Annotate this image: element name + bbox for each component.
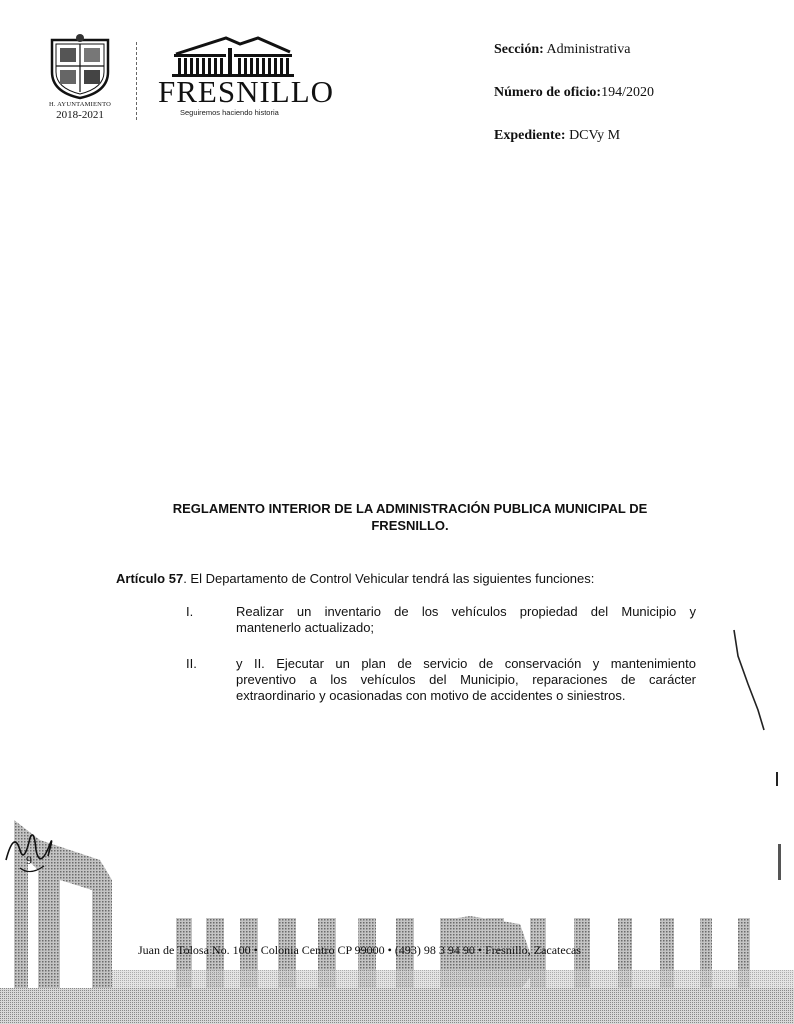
expediente-row [494,126,784,169]
list-item-line: mantenerlo actualizado; [236,620,375,635]
section-label: Sección: [494,42,544,57]
city-skyline-icon [168,36,298,78]
article-label: Artículo 57 [116,571,184,586]
list-item-text [236,656,696,704]
list-item-number: II. [186,656,197,671]
article-paragraph [116,570,716,587]
footer [0,820,794,1024]
oficio-label: Número de oficio: [494,85,602,100]
regulation-title [110,500,710,534]
handwritten-signature [0,820,60,880]
municipal-seal [42,32,118,120]
oficio-row [494,83,784,126]
seal-caption-period: 2018-2021 [56,108,104,121]
seal-caption-ayuntamiento: H. AYUNTAMIENTO [48,101,112,108]
section-value: Administrativa [546,42,631,57]
list-item-line: extraordinario y ocasionadas con motivo de accidentes o siniestros. [236,688,626,703]
document-metadata [494,40,784,169]
signature-number: 9 [26,853,32,867]
header-divider [136,42,137,120]
list-item-text [236,604,696,652]
margin-pen-stroke [730,626,770,736]
article-text: . El Departamento de Control Vehicular tendrá las siguientes funciones: [183,571,595,586]
regulation-title-line2: FRESNILLO. [371,518,449,533]
logo-tagline: Seguiremos haciendo historia [180,108,279,117]
fresnillo-logo [158,36,335,122]
footer-address: Juan de Tolosa No. 100 • Colonia Centro CP 99000 • (493) 98 3 94 90 • Fresnillo, Zacatecas [138,943,582,957]
list-item-line: Realizar un inventario de los vehículos propiedad del Municipio y [236,604,696,619]
list-item [116,604,696,638]
oficio-value: 194/2020 [601,85,654,100]
expediente-label: Expediente: [494,128,566,143]
expediente-value: DCVy M [569,128,621,143]
list-item-number: I. [186,604,194,619]
logo-wordmark: FRESNILLO [158,74,335,109]
regulation-title-line1: REGLAMENTO INTERIOR DE LA ADMINISTRACIÓN PUBLICA MUNICIPAL DE [172,501,648,516]
coat-of-arms-icon [46,32,114,100]
halftone-building-graphic [0,820,794,1024]
list-item-line: preventivo a los vehículos del Municipio, reparaciones de carácter [236,672,696,687]
margin-mark [776,772,778,786]
section-row [494,40,784,83]
list-item [116,656,696,708]
list-item-line: y II. Ejecutar un plan de servicio de conservación y mantenimiento [236,656,696,671]
